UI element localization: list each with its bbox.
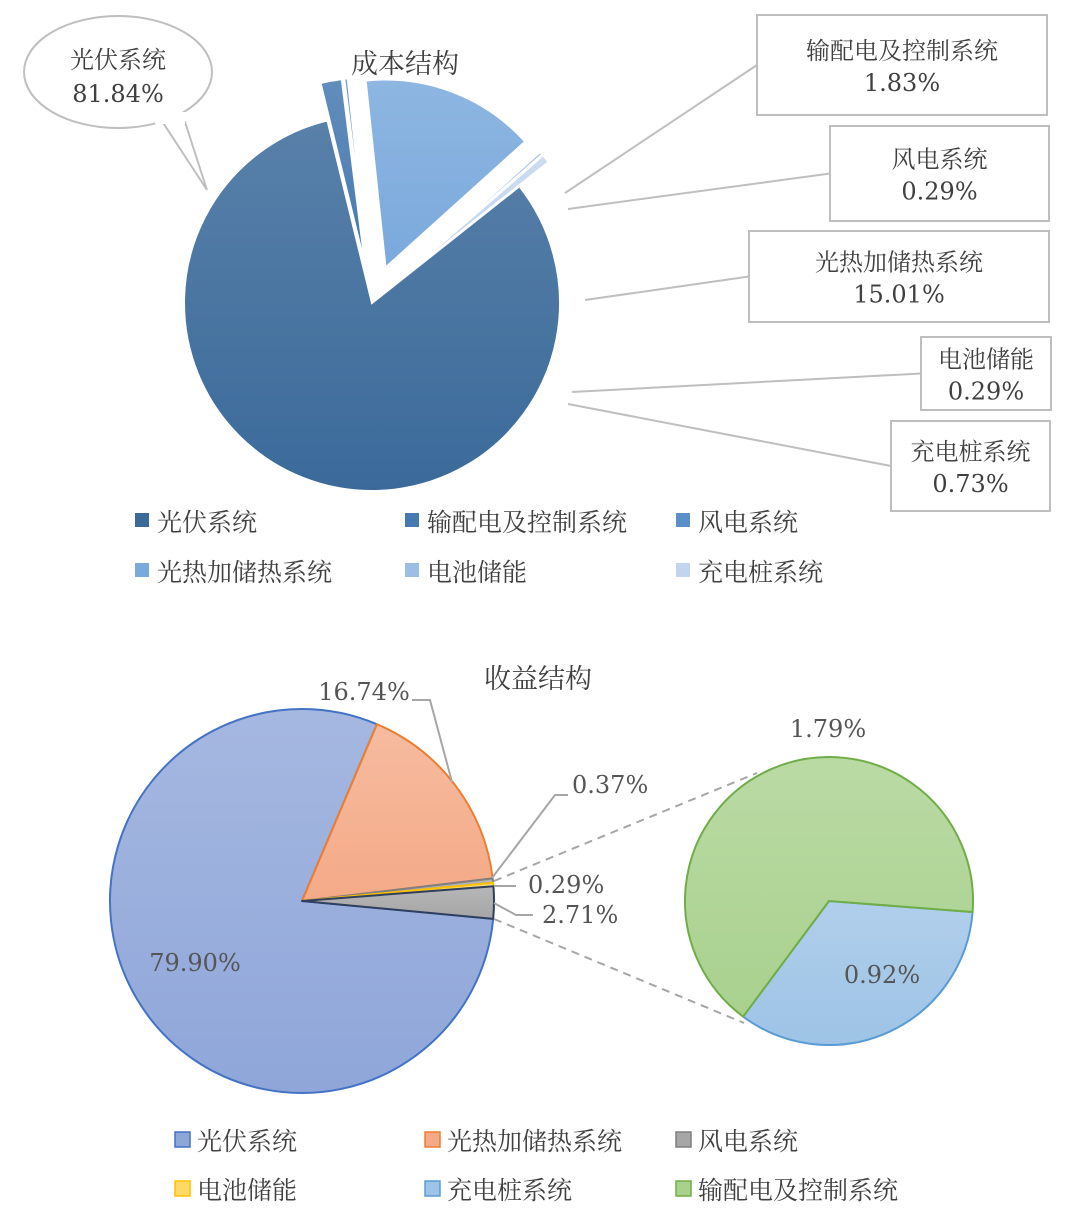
chart1-callout-name: 光热加储热系统 <box>815 248 983 277</box>
chart2-legend-swatch <box>676 1132 691 1147</box>
chart1-data-label: 81.84% <box>72 80 164 108</box>
chart1-leader-line <box>568 174 830 210</box>
chart2-data-label: 1.79% <box>789 715 867 743</box>
chart2-legend <box>175 1127 898 1205</box>
chart1-legend-label: 充电桩系统 <box>698 558 824 587</box>
chart1-legend-swatch <box>405 513 419 527</box>
chart2-leader-line <box>494 903 533 915</box>
chart1-leader-line <box>568 404 891 466</box>
chart2-data-label: 16.74% <box>318 678 410 706</box>
chart1-legend-label: 输配电及控制系统 <box>427 508 628 537</box>
chart1-bubble-tail <box>160 118 207 190</box>
chart1-leader-line <box>585 277 749 301</box>
chart1-legend-swatch <box>135 563 149 577</box>
chart1-callout-name: 风电系统 <box>891 145 988 174</box>
chart2-legend-swatch <box>425 1132 440 1147</box>
chart1-legend-label: 光热加储热系统 <box>157 558 333 587</box>
chart2-data-label: 79.90% <box>149 949 241 977</box>
chart1-data-label: 0.73% <box>932 470 1009 498</box>
chart2-legend-label: 风电系统 <box>698 1127 799 1156</box>
chart1-slices <box>184 78 560 491</box>
chart1-legend-swatch <box>135 513 149 527</box>
chart2-leader-line <box>492 795 568 878</box>
chart1-callout-name: 输配电及控制系统 <box>806 37 998 65</box>
chart1-title: 成本结构 <box>351 49 459 80</box>
chart1-leader-line <box>572 374 921 393</box>
chart2-data-label: 2.71% <box>542 901 619 929</box>
chart1-legend-swatch <box>405 563 419 577</box>
chart2-legend-label: 光热加储热系统 <box>447 1127 623 1156</box>
chart1-callout-name: 充电桩系统 <box>910 438 1031 466</box>
chart1-legend-swatch <box>676 513 690 527</box>
chart1-slice-0 <box>184 120 560 491</box>
chart1-data-label: 1.83% <box>863 69 941 97</box>
chart2-title: 收益结构 <box>484 664 592 695</box>
chart2-legend-swatch <box>175 1132 190 1147</box>
chart1-legend-label: 风电系统 <box>698 508 799 537</box>
chart2-legend-label: 光伏系统 <box>197 1127 298 1156</box>
chart1-callout-box <box>830 126 1049 221</box>
chart1-leader-line <box>565 65 757 193</box>
chart1-legend-label: 电池储能 <box>427 558 528 587</box>
chart1-data-label: 0.29% <box>901 177 978 206</box>
chart1-callout-name: 电池储能 <box>938 345 1034 374</box>
chart1-data-label: 15.01% <box>853 280 945 309</box>
chart1-callout-name: 光伏系统 <box>70 46 166 74</box>
chart1-legend-swatch <box>676 563 690 577</box>
chart2-data-label: 0.29% <box>528 871 605 899</box>
chart1-data-label: 0.29% <box>947 377 1025 406</box>
chart2-legend-swatch <box>425 1181 440 1196</box>
chart2-legend-label: 电池储能 <box>197 1176 298 1205</box>
chart1-legend <box>135 508 823 587</box>
chart2-legend-label: 输配电及控制系统 <box>698 1176 899 1205</box>
chart2-legend-swatch <box>676 1181 691 1196</box>
chart2-data-label: 0.37% <box>572 771 649 799</box>
chart2-data-label: 0.92% <box>843 961 921 989</box>
chart2-legend-swatch <box>175 1181 190 1196</box>
chart1-legend-label: 光伏系统 <box>157 508 258 537</box>
chart1-callout-box <box>757 15 1047 115</box>
chart2-legend-label: 充电桩系统 <box>447 1176 573 1205</box>
